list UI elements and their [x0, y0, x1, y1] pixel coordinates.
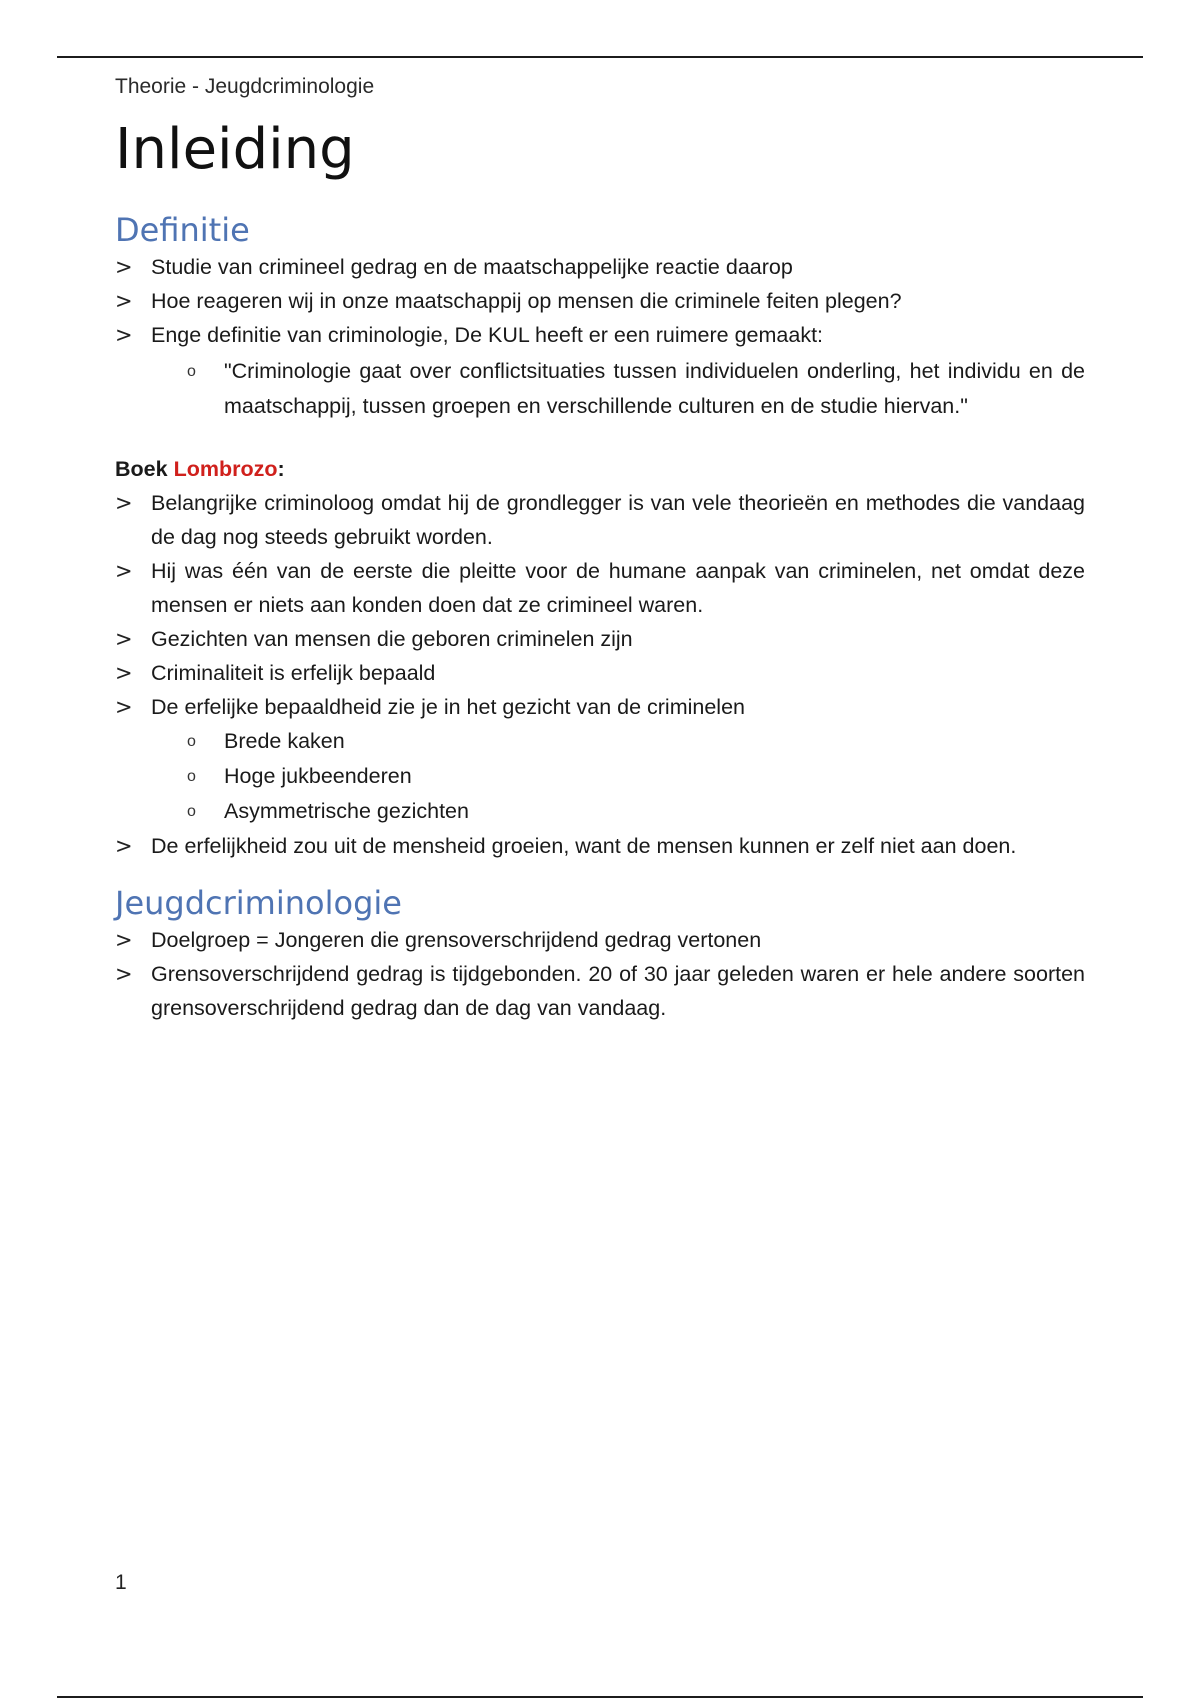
book-label-prefix: Boek — [115, 457, 168, 481]
list-item — [115, 690, 1085, 724]
lombrozo-sublist — [115, 724, 1085, 829]
page-bottom-rule — [57, 1696, 1143, 1698]
list-item — [115, 829, 1085, 863]
page-number: 1 — [115, 1571, 127, 1594]
arrow-bullet-icon: > — [115, 962, 133, 986]
arrow-bullet-icon: > — [115, 695, 133, 719]
list-item — [115, 554, 1085, 622]
list-item-text: Hoe reageren wij in onze maatschappij op mensen die criminele feiten plegen? — [151, 289, 902, 313]
list-item-text: Belangrijke criminoloog omdat hij de grondlegger is van vele theorieën en methodes die vandaag de dag nog steeds gebruikt worden. — [151, 491, 1085, 549]
list-item — [115, 318, 1085, 352]
sub-list-item-text: Asymmetrische gezichten — [224, 799, 469, 823]
page-top-rule — [57, 56, 1143, 58]
list-item-text: Enge definitie van criminologie, De KUL heeft er een ruimere gemaakt: — [151, 323, 824, 347]
list-item-text: De erfelijkheid zou uit de mensheid groeien, want de mensen kunnen er zelf niet aan doen. — [151, 834, 1017, 858]
arrow-bullet-icon: > — [115, 559, 133, 583]
heading-definitie: Definitie — [115, 211, 250, 249]
definitie-list — [115, 250, 1085, 352]
list-item — [115, 923, 1085, 957]
sub-list-item — [115, 354, 1085, 424]
list-item-text: Hij was één van de eerste die pleitte voor de humane aanpak van criminelen, net omdat deze mensen er niets aan konden doen dat ze crimineel waren. — [151, 559, 1085, 617]
list-item-text: Gezichten van mensen die geboren criminelen zijn — [151, 627, 633, 651]
list-item-text: Grensoverschrijdend gedrag is tijdgebonden. 20 of 30 jaar geleden waren er hele andere soorten grensoverschrijdend gedrag dan de dag van vandaag. — [151, 962, 1085, 1020]
list-item — [115, 486, 1085, 554]
list-item — [115, 957, 1085, 1025]
list-item-text: De erfelijke bepaaldheid zie je in het gezicht van de criminelen — [151, 695, 745, 719]
circle-bullet-icon: o — [187, 768, 196, 785]
quote-text: "Criminologie gaat over conflictsituaties tussen individuelen onderling, het individu en de maatschappij, tussen groepen en verschillende culturen en de studie hiervan." — [224, 359, 1085, 418]
sub-list-item — [115, 794, 1085, 829]
lombrozo-closing-list — [115, 829, 1085, 863]
definitie-sublist — [115, 354, 1085, 424]
arrow-bullet-icon: > — [115, 661, 133, 685]
arrow-bullet-icon: > — [115, 323, 133, 347]
arrow-bullet-icon: > — [115, 928, 133, 952]
running-header: Theorie - Jeugdcriminologie — [115, 75, 375, 98]
page-title: Inleiding — [115, 117, 355, 182]
circle-bullet-icon: o — [187, 363, 196, 380]
circle-bullet-icon: o — [187, 803, 196, 820]
list-item — [115, 284, 1085, 318]
sub-list-item — [115, 724, 1085, 759]
heading-jeugdcriminologie: Jeugdcriminologie — [115, 884, 402, 922]
list-item — [115, 622, 1085, 656]
sub-list-item — [115, 759, 1085, 794]
list-item-text: Criminaliteit is erfelijk bepaald — [151, 661, 436, 685]
arrow-bullet-icon: > — [115, 834, 133, 858]
book-lombrozo-label — [115, 452, 1085, 486]
circle-bullet-icon: o — [187, 733, 196, 750]
sub-list-item-text: Hoge jukbeenderen — [224, 764, 412, 788]
list-item — [115, 250, 1085, 284]
arrow-bullet-icon: > — [115, 255, 133, 279]
arrow-bullet-icon: > — [115, 491, 133, 515]
document-page — [115, 74, 1085, 1025]
lombrozo-list — [115, 486, 1085, 724]
list-item-text: Studie van crimineel gedrag en de maatschappelijke reactie daarop — [151, 255, 793, 279]
sub-list-item-text: Brede kaken — [224, 729, 345, 753]
book-label-suffix: : — [277, 457, 285, 481]
list-item-text: Doelgroep = Jongeren die grensoverschrijdend gedrag vertonen — [151, 928, 762, 952]
arrow-bullet-icon: > — [115, 627, 133, 651]
arrow-bullet-icon: > — [115, 289, 133, 313]
jeugdcriminologie-list — [115, 923, 1085, 1025]
list-item — [115, 656, 1085, 690]
book-label-name: Lombrozo — [173, 457, 278, 481]
